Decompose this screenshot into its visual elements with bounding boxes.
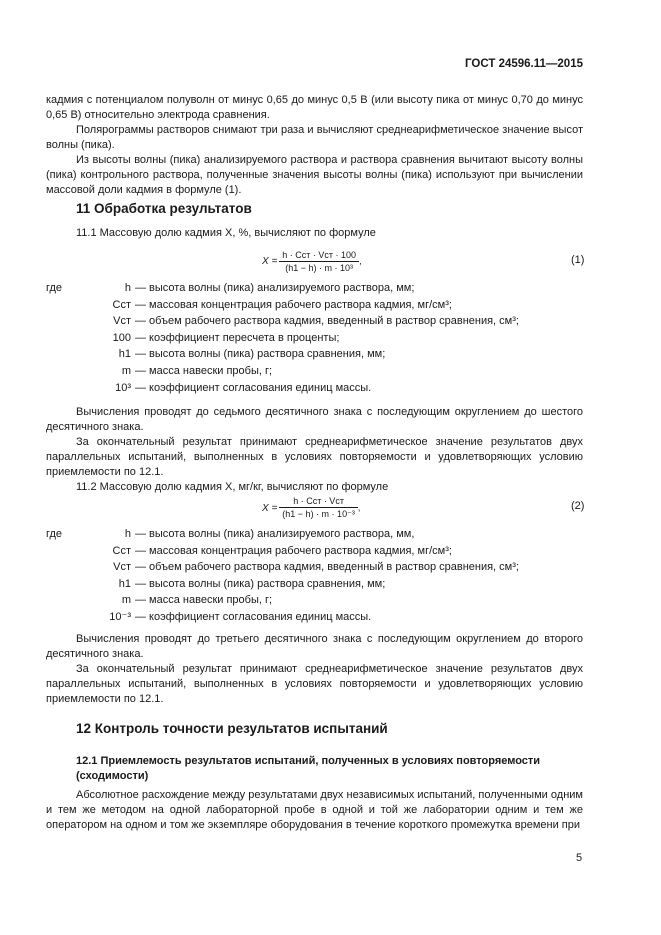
intro-paragraph-3: Из высоты волны (пика) анализируемого раствора и раствора сравнения вычитают высоту волны (пика) контрольного раствора, полученные значения высоты волны (пика) используют при вычислении массовой доли кадмия в формуле (1).	[46, 154, 583, 196]
formula-1-legend	[46, 280, 586, 396]
legend-text: — коэффициент пересчета в проценты;	[135, 331, 340, 344]
section-12-1-heading: 12.1 Приемлемость результатов испытаний, полученных в условиях повторяемости (сходимости)	[76, 755, 541, 782]
section-11-1-intro: 11.1 Массовую долю кадмия X, %, вычисляют по формуле	[76, 227, 376, 239]
legend-2-row	[46, 559, 586, 576]
section-12-heading: 12 Контроль точности результатов испытаний	[76, 721, 388, 736]
legend-symbol: h1	[118, 577, 131, 590]
legend-text: — объем рабочего раствора кадмия, введенный в раствор сравнения, см³;	[135, 561, 519, 574]
intro-paragraph-1: кадмия с потенциалом полуволн от минус 0,65 до минус 0,5 В (или высоту пика от минус 0,70 до минус 0,65 В) относительно электрода сравнения.	[46, 94, 583, 121]
legend-symbol: Vст	[113, 561, 131, 574]
section-11-2-notes	[46, 632, 583, 707]
legend-symbol: Cст	[112, 544, 131, 557]
legend-symbol: h	[124, 282, 131, 294]
formula-2-legend	[46, 526, 586, 626]
legend-1-row	[46, 313, 586, 330]
formula-1-number: (1)	[571, 254, 585, 266]
section-11-1-intro-block	[46, 226, 583, 241]
legend-text: — высота волны (пика) анализируемого раствора, мм;	[135, 282, 415, 294]
legend-text: — высота волны (пика) анализируемого раствора, мм,	[135, 528, 415, 540]
legend-text: — масса навески пробы, г;	[135, 594, 273, 607]
formula-1-lhs: X =	[262, 256, 278, 267]
legend-2-row	[46, 526, 586, 543]
legend-text: — массовая концентрация рабочего раствора кадмия, мг/см³;	[135, 544, 452, 557]
legend-where: где	[46, 528, 63, 540]
legend-text: — высота волны (пика) раствора сравнения, мм;	[135, 577, 386, 590]
legend-text: — высота волны (пика) раствора сравнения, мм;	[135, 348, 386, 361]
legend-text: — коэффициент согласования единиц массы.	[135, 610, 372, 623]
legend-1-row	[46, 346, 586, 363]
calculation-precision-1: Вычисления проводят до седьмого десятичного знака с последующим округлением до шестого десятичного знака.	[46, 406, 583, 433]
legend-1-row	[46, 280, 586, 297]
intro-block	[46, 93, 583, 198]
legend-1-row	[46, 297, 586, 314]
formula-2-number: (2)	[571, 500, 585, 512]
formula-1-numerator: h · Cст · Vст · 100	[279, 250, 359, 262]
formula-1-denominator: (h1 − h) · m · 10³	[285, 263, 354, 273]
legend-2-row	[46, 592, 586, 609]
section-12-1-body	[46, 788, 583, 833]
legend-symbol: 10³	[115, 381, 131, 394]
legend-symbol: 10⁻³	[109, 610, 131, 623]
legend-text: — масса навески пробы, г;	[135, 364, 273, 377]
legend-symbol: Vст	[113, 315, 131, 328]
legend-symbol: h1	[118, 348, 131, 361]
formula-1-fraction	[279, 250, 359, 273]
formula-2-lhs: X =	[262, 502, 278, 514]
section-11-heading: 11 Обработка результатов	[76, 201, 252, 216]
formula-2-numerator: h · Cст · Vст	[279, 496, 358, 508]
legend-symbol: m	[121, 364, 131, 377]
legend-2-row	[46, 543, 586, 560]
legend-symbol: Cст	[112, 298, 131, 311]
formula-2-fraction	[279, 496, 358, 520]
formula-2-denominator: (h1 − h) · m · 10⁻³	[282, 509, 355, 519]
legend-symbol: 100	[112, 331, 131, 344]
legend-text: — объем рабочего раствора кадмия, введенный в раствор сравнения, см³;	[135, 315, 519, 328]
legend-2-row	[46, 576, 586, 593]
final-result-1: За окончательный результат принимают среднеарифметическое значение результатов двух параллельных испытаний, выполненных в условиях повторяемости и удовлетворяющих условию приемлемости по 12.1.	[46, 436, 583, 478]
legend-1-row	[46, 363, 586, 380]
section-11-1-notes	[46, 405, 583, 495]
legend-symbol: m	[121, 594, 131, 607]
legend-text: — коэффициент согласования единиц массы.	[135, 381, 372, 394]
legend-where: где	[46, 282, 63, 294]
section-12-1-paragraph: Абсолютное расхождение между результатами двух независимых испытаний, полученными одним и тем же методом на одной лабораторной пробе в одной и той же лаборатории одним и тем же оператором на одном и том же экземпляре оборудования в течение короткого промежутка времени при	[46, 789, 583, 831]
formula-1	[262, 250, 362, 273]
intro-paragraph-2: Полярограммы растворов снимают три раза и вычисляют среднеарифметическое значение высот волны (пика).	[46, 124, 583, 151]
legend-1-row	[46, 380, 586, 397]
legend-1-row	[46, 330, 586, 347]
document-header: ГОСТ 24596.11—2015	[465, 58, 583, 70]
page-number: 5	[576, 852, 583, 864]
calculation-precision-2: Вычисления проводят до третьего десятичного знака с последующим округлением до второго десятичного знака.	[46, 633, 583, 660]
final-result-2: За окончательный результат принимают среднеарифметическое значение результатов двух параллельных испытаний, выполненных в условиях повторяемости и удовлетворяющих условию приемлемости по 12.1.	[46, 663, 583, 705]
legend-2-row	[46, 609, 586, 626]
section-11-2-intro: 11.2 Массовую долю кадмия X, мг/кг, вычисляют по формуле	[76, 481, 389, 493]
formula-2	[262, 496, 360, 520]
legend-symbol: h	[124, 528, 131, 540]
legend-text: — массовая концентрация рабочего раствора кадмия, мг/см³;	[135, 298, 452, 311]
formula-2-tail: ,	[357, 502, 361, 513]
formula-1-tail: ,	[359, 255, 362, 266]
